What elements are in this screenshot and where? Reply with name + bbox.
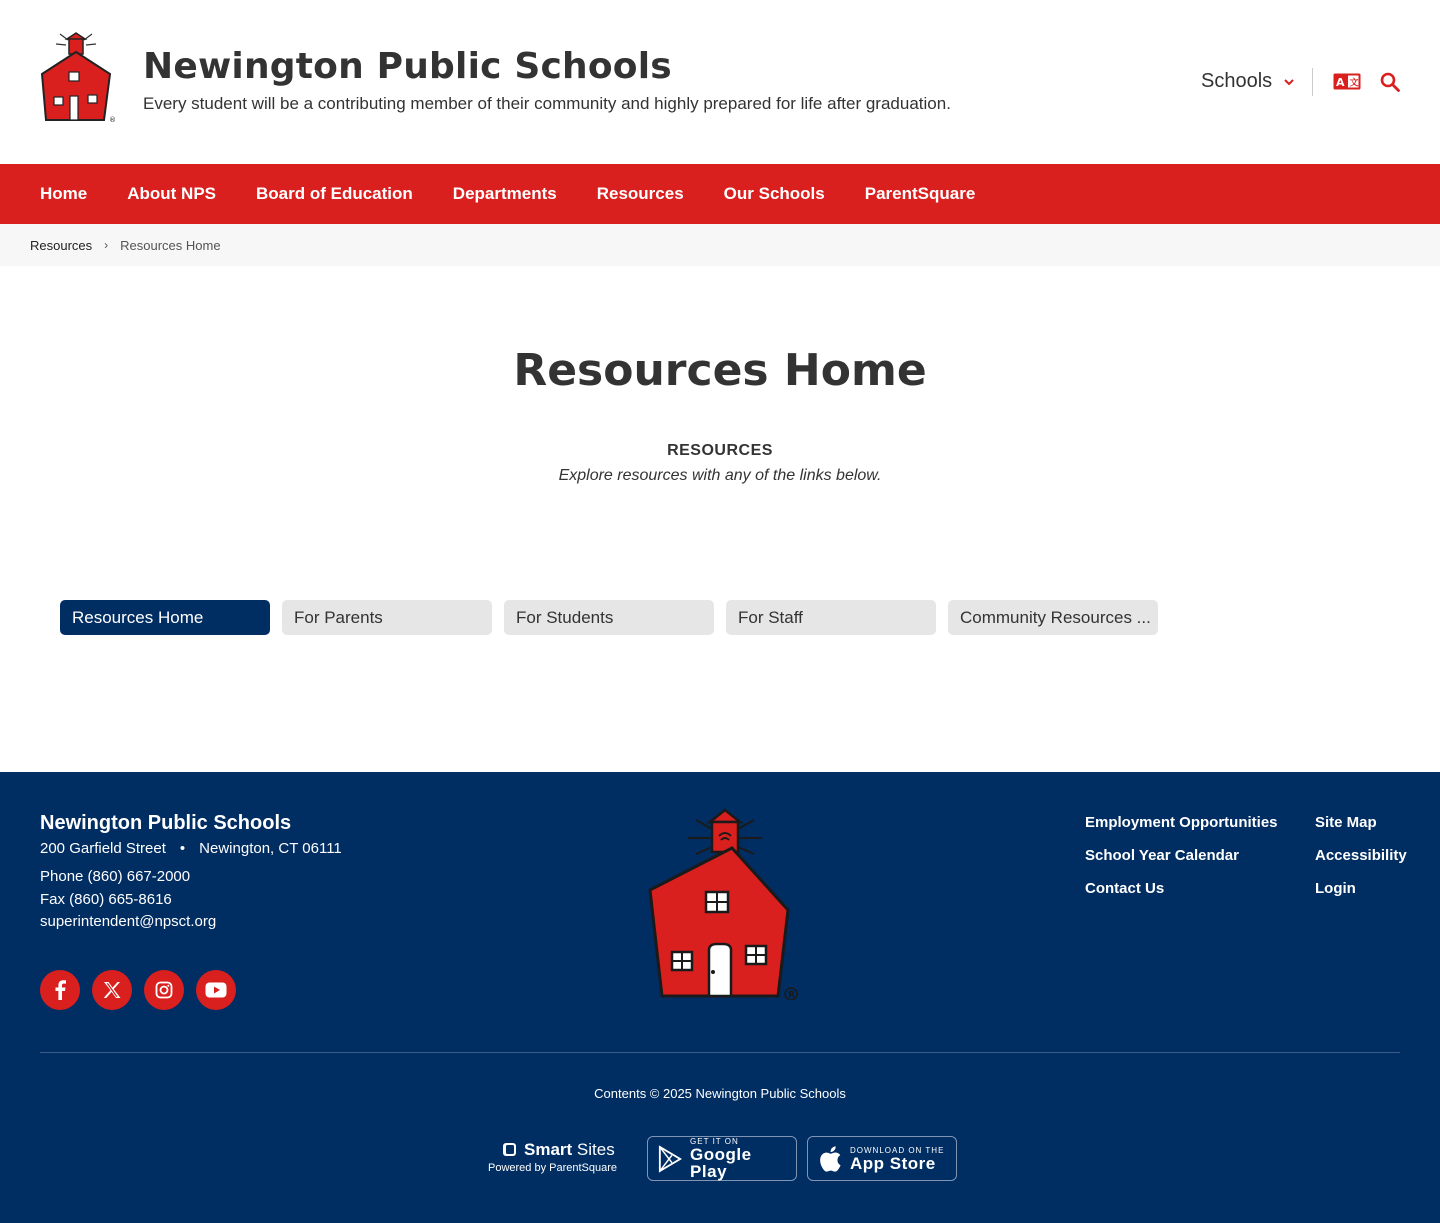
footer-address (40, 840, 342, 857)
footer-phone[interactable]: Phone (860) 667-2000 (40, 868, 191, 885)
copyright-text: Contents © 2025 Newington Public Schools (594, 1086, 846, 1101)
footer-link-login[interactable]: Login (1315, 880, 1356, 897)
nav-item-about-nps[interactable]: About NPS (127, 184, 217, 203)
schools-dropdown-label: Schools (1201, 70, 1273, 92)
footer-street: 200 Garfield Street (40, 840, 166, 857)
schoolhouse-logo-icon[interactable] (36, 30, 116, 124)
chevron-down-icon (1284, 75, 1294, 89)
tab-for-staff[interactable]: For Staff (726, 600, 936, 635)
footer-fax: Fax (860) 665-8616 (40, 891, 172, 908)
footer-address-separator: • (179, 840, 186, 857)
nav-item-our-schools[interactable]: Our Schools (723, 184, 825, 203)
translate-icon[interactable] (1333, 73, 1361, 90)
footer-links-col-1 (1085, 814, 1278, 913)
site-footer (0, 772, 1440, 1223)
smart-sites-title-rest: Sites (576, 1140, 615, 1159)
google-play-button[interactable] (647, 1136, 797, 1181)
footer-city: Newington, CT 06111 (199, 840, 342, 857)
social-links (40, 970, 236, 1010)
x-twitter-icon[interactable] (92, 970, 132, 1010)
footer-links-col-2 (1315, 814, 1407, 913)
svg-text:文: 文 (1349, 78, 1359, 89)
footer-link-school-year-calendar[interactable]: School Year Calendar (1085, 847, 1239, 864)
section-subheading: Explore resources with any of the links below. (558, 467, 882, 484)
google-play-icon (658, 1145, 682, 1173)
breadcrumb (0, 224, 1440, 266)
chevron-right-icon: › (104, 238, 109, 252)
app-store-small-label: DOWNLOAD ON THE (850, 1145, 945, 1155)
schools-dropdown[interactable] (1201, 70, 1294, 93)
apple-icon (818, 1145, 842, 1173)
breadcrumb-current: Resources Home (120, 237, 221, 253)
nav-item-departments[interactable]: Departments (452, 184, 557, 203)
site-tagline: Every student will be a contributing member of their community and highly prepared for life after graduation. (143, 94, 951, 113)
tab-community-resources[interactable]: Community Resources ... (948, 600, 1158, 635)
search-icon[interactable] (1380, 72, 1400, 92)
resource-tabs (60, 600, 1158, 635)
app-store-label: App Store (850, 1153, 936, 1173)
page-title: Resources Home (513, 345, 927, 396)
instagram-icon[interactable] (144, 970, 184, 1010)
breadcrumb-link-resources[interactable]: Resources (30, 237, 93, 253)
nav-item-parentsquare[interactable]: ParentSquare (864, 184, 976, 203)
footer-divider (40, 1052, 1400, 1053)
smart-sites-subtitle: Powered by ParentSquare (488, 1162, 618, 1174)
facebook-icon[interactable] (40, 970, 80, 1010)
svg-text:R: R (788, 990, 795, 1000)
site-title[interactable]: Newington Public Schools (143, 46, 672, 87)
svg-text:A: A (1336, 76, 1345, 89)
footer-link-accessibility[interactable]: Accessibility (1315, 847, 1407, 864)
footer-link-contact-us[interactable]: Contact Us (1085, 880, 1165, 897)
svg-text:®: ® (109, 116, 116, 124)
smart-sites-badge[interactable] (488, 1138, 628, 1178)
footer-link-site-map[interactable]: Site Map (1315, 814, 1377, 831)
tab-for-students[interactable]: For Students (504, 600, 714, 635)
main-nav (0, 164, 1440, 224)
footer-schoolhouse-logo-icon (640, 800, 805, 1000)
smart-sites-title-bold: Smart (524, 1140, 573, 1159)
app-store-button[interactable] (807, 1136, 957, 1181)
footer-email[interactable]: superintendent@npsct.org (40, 913, 217, 930)
site-header (0, 0, 1440, 164)
tab-resources-home[interactable]: Resources Home (60, 600, 270, 635)
footer-link-employment-opportunities[interactable]: Employment Opportunities (1085, 814, 1278, 831)
section-heading: RESOURCES (667, 442, 773, 459)
footer-school-name: Newington Public Schools (40, 812, 292, 834)
smart-sites-title (502, 1140, 615, 1160)
tab-for-parents[interactable]: For Parents (282, 600, 492, 635)
header-divider (1312, 68, 1313, 96)
nav-item-resources[interactable]: Resources (596, 184, 684, 203)
nav-item-home[interactable]: Home (40, 184, 88, 203)
nav-item-board-of-education[interactable]: Board of Education (256, 184, 413, 203)
google-play-small-label: GET IT ON (690, 1137, 739, 1146)
google-play-label: Google Play (690, 1145, 752, 1181)
smart-sites-icon (502, 1142, 518, 1158)
youtube-icon[interactable] (196, 970, 236, 1010)
